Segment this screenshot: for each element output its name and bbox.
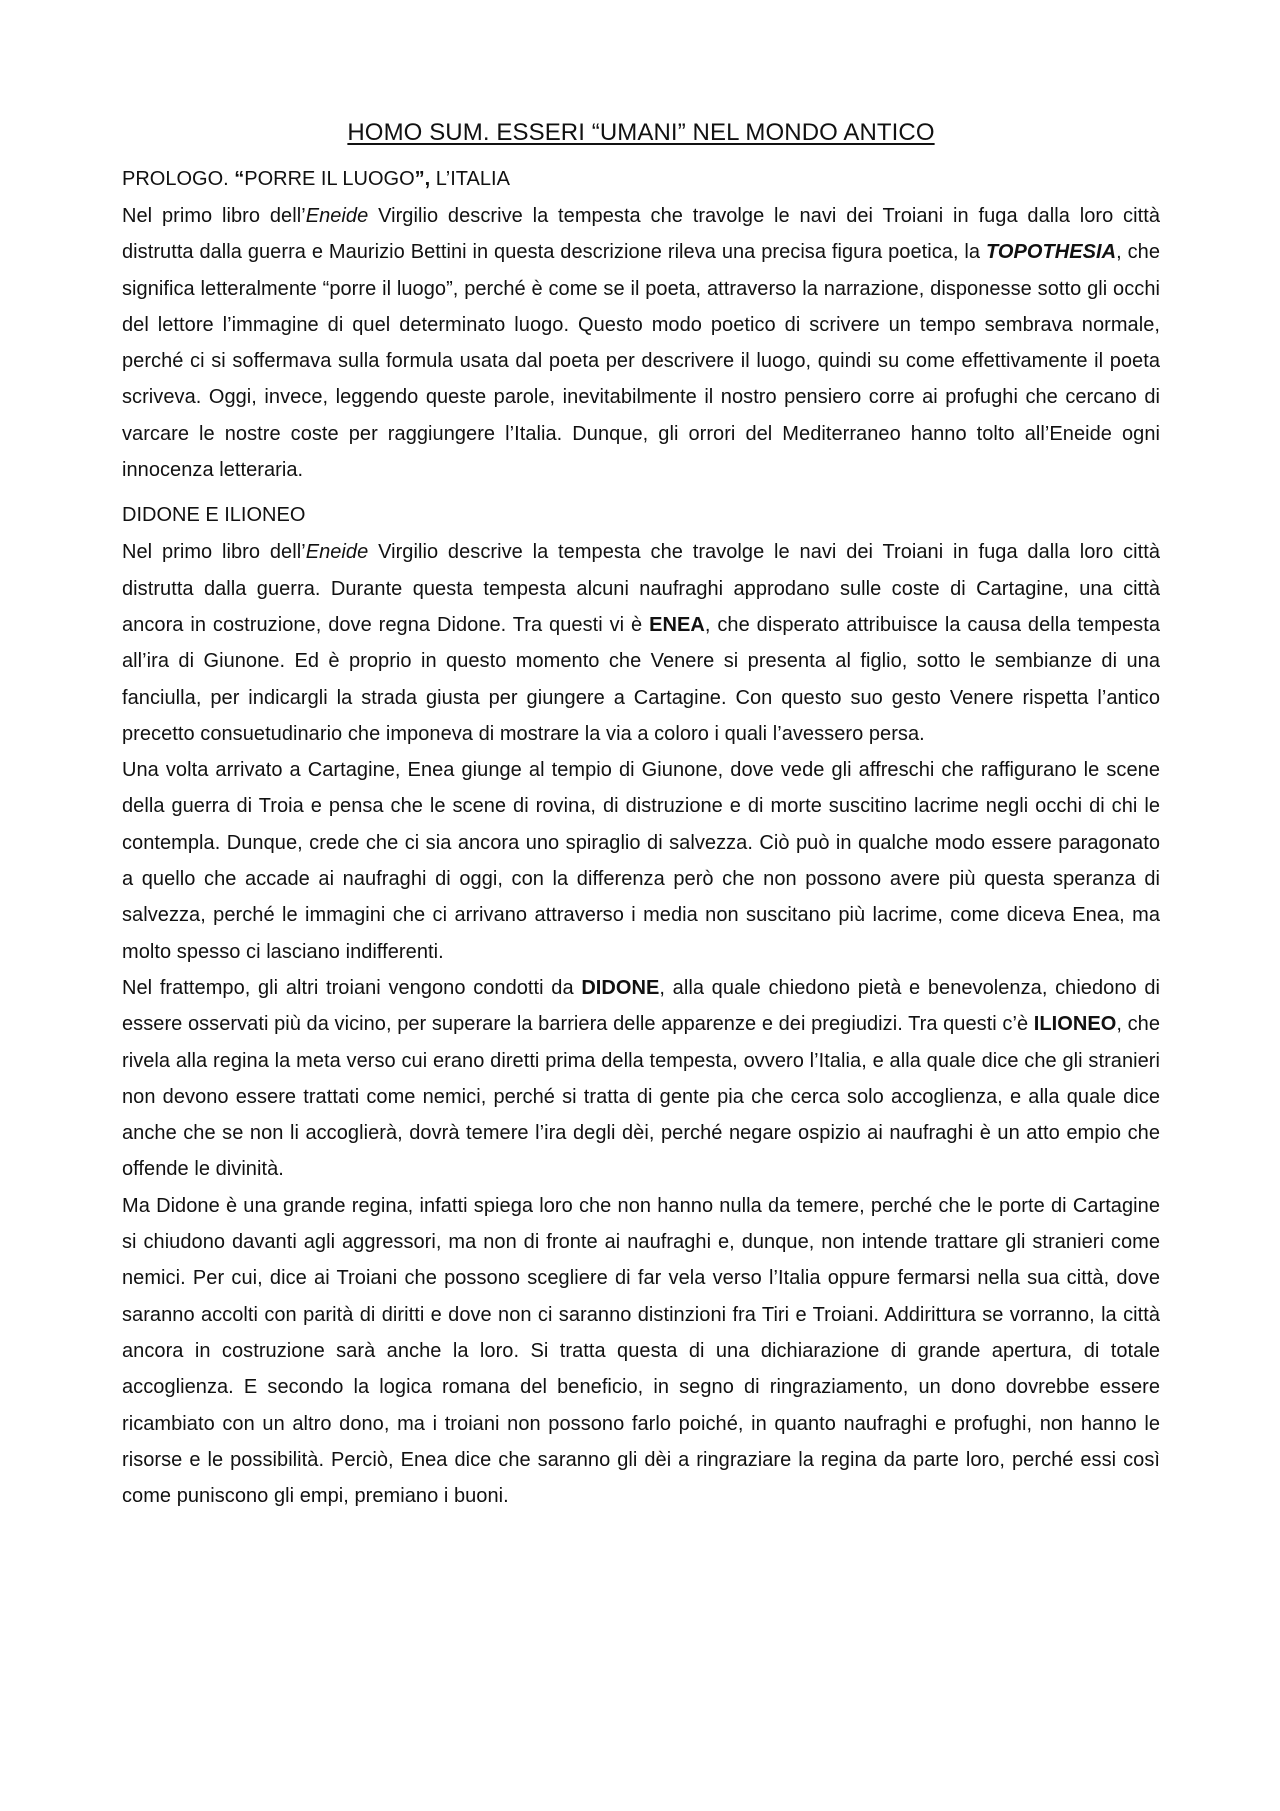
heading-part: PROLOGO. <box>122 168 235 190</box>
text-run: , che significa letteralmente “porre il luogo”, perché è come se il poeta, attraverso la narrazione, disponesse sotto gli occhi del lettore l’immagine di quel determinato luogo. Questo modo poetico di scrivere un tempo sembrava normale, perché ci si soffermava sulla formula usata dal poeta per descrivere il luogo, quindi su come effettivamente il poeta scriveva. Oggi, invece, leggendo queste parole, inevitabilmente il nostro pensiero corre ai profughi che cercano di varcare le nostre coste per raggiungere l’Italia. Dunque, gli orrori del Mediterraneo hanno tolto all’Eneide ogni innocenza letteraria. <box>122 241 1160 482</box>
page-title: HOMO SUM. ESSERI “UMANI” NEL MONDO ANTICO <box>347 119 935 146</box>
document-page <box>122 118 1160 1528</box>
text-run: Virgilio descrive la tempesta che travolge le navi dei Troiani in fuga dalla loro città distrutta dalla guerra e Maurizio Bettini in questa descrizione rileva una precisa figura poetica, la <box>122 205 1160 264</box>
section-prologo <box>122 166 1160 488</box>
italic-text: Eneide <box>305 205 369 227</box>
heading-quote-open: “ <box>234 168 245 190</box>
bold-text: ILIONEO <box>1033 1013 1117 1036</box>
text-run: , che rivela alla regina la meta verso cui erano diretti prima della tempesta, ovvero l’Italia, e alla quale dice che gli stranieri non devono essere trattati come nemici, perché si tratta di gente pia che cerca solo accoglienza, e alla quale dice anche che se non li accoglierà, dovrà temere l’ira degli dèi, perché negare ospizio ai naufraghi è un atto empio che offende le divinità. <box>122 1013 1160 1181</box>
paragraph: Una volta arrivato a Cartagine, Enea giunge al tempio di Giunone, dove vede gli affreschi che raffigurano le scene della guerra di Troia e pensa che le scene di rovina, di distruzione e di morte suscitino lacrime negli occhi di chi le contempla. Dunque, crede che ci sia ancora uno spiraglio di salvezza. Ciò può in qualche modo essere paragonato a quello che accade ai naufraghi di oggi, con la differenza però che non possono avere più questa speranza di salvezza, perché le immagini che ci arrivano attraverso i media non suscitano più lacrime, come diceva Enea, ma molto spesso ci lasciano indifferenti. <box>122 759 1160 963</box>
paragraph <box>122 970 1160 1188</box>
section-heading-didone: DIDONE E ILIONEO <box>122 504 306 527</box>
text-run: Nel frattempo, gli altri troiani vengono condotti da <box>122 976 582 999</box>
section-didone-ilioneo <box>122 502 1160 1514</box>
bold-text: DIDONE <box>581 976 660 999</box>
heading-part: PORRE IL LUOGO <box>244 168 415 190</box>
text-run: , che disperato attribuisce la causa della tempesta all’ira di Giunone. Ed è proprio in questo momento che Venere si presenta al figlio, sotto le sembianze di una fanciulla, per indicargli la strada giusta per giungere a Cartagine. Con questo suo gesto Venere rispetta l’antico precetto consuetudinario che imponeva di mostrare la via a coloro i quali l’avessero persa. <box>122 613 1160 745</box>
paragraph <box>122 534 1160 752</box>
heading-quote-close: ”, <box>414 168 431 190</box>
section-heading-prologo <box>122 166 1160 192</box>
bold-text: ENEA <box>649 613 705 636</box>
text-run: Nel primo libro dell’ <box>122 205 306 227</box>
bold-italic-text: TOPOTHESIA <box>985 241 1117 264</box>
text-run: , alla quale chiedono pietà e benevolenza, chiedono di essere osservati più da vicino, per superare la barriera delle apparenze e dei pregiudizi. Tra questi c’è <box>122 976 1160 1036</box>
text-run: Virgilio descrive la tempesta che travolge le navi dei Troiani in fuga dalla loro città distrutta dalla guerra. Durante questa tempesta alcuni naufraghi approdano sulle coste di Cartagine, una città ancora in costruzione, dove regna Didone. Tra questi vi è <box>122 541 1160 636</box>
paragraph: Ma Didone è una grande regina, infatti spiega loro che non hanno nulla da temere, perché che le porte di Cartagine si chiudono davanti agli aggressori, ma non di fronte ai naufraghi e, dunque, non intende trattare gli stranieri come nemici. Per cui, dice ai Troiani che possono scegliere di far vela verso l’Italia oppure fermarsi nella sua città, dove saranno accolti con parità di diritti e dove non ci saranno distinzioni fra Tiri e Troiani. Addirittura se vorranno, la città ancora in costruzione sarà anche la loro. Si tratta questa di una dichiarazione di grande apertura, di totale accoglienza. E secondo la logica romana del beneficio, in segno di ringraziamento, un dono dovrebbe essere ricambiato con un altro dono, ma i troiani non possono farlo poiché, in quanto naufraghi e profughi, non hanno le risorse e le possibilità. Perciò, Enea dice che saranno gli dèi a ringraziare la regina da parte loro, perché essi così come puniscono gli empi, premiano i buoni. <box>122 1194 1160 1508</box>
heading-part: L’ITALIA <box>430 168 510 190</box>
paragraph <box>122 198 1160 488</box>
text-run: Nel primo libro dell’ <box>122 541 306 564</box>
italic-text: Eneide <box>305 541 369 564</box>
